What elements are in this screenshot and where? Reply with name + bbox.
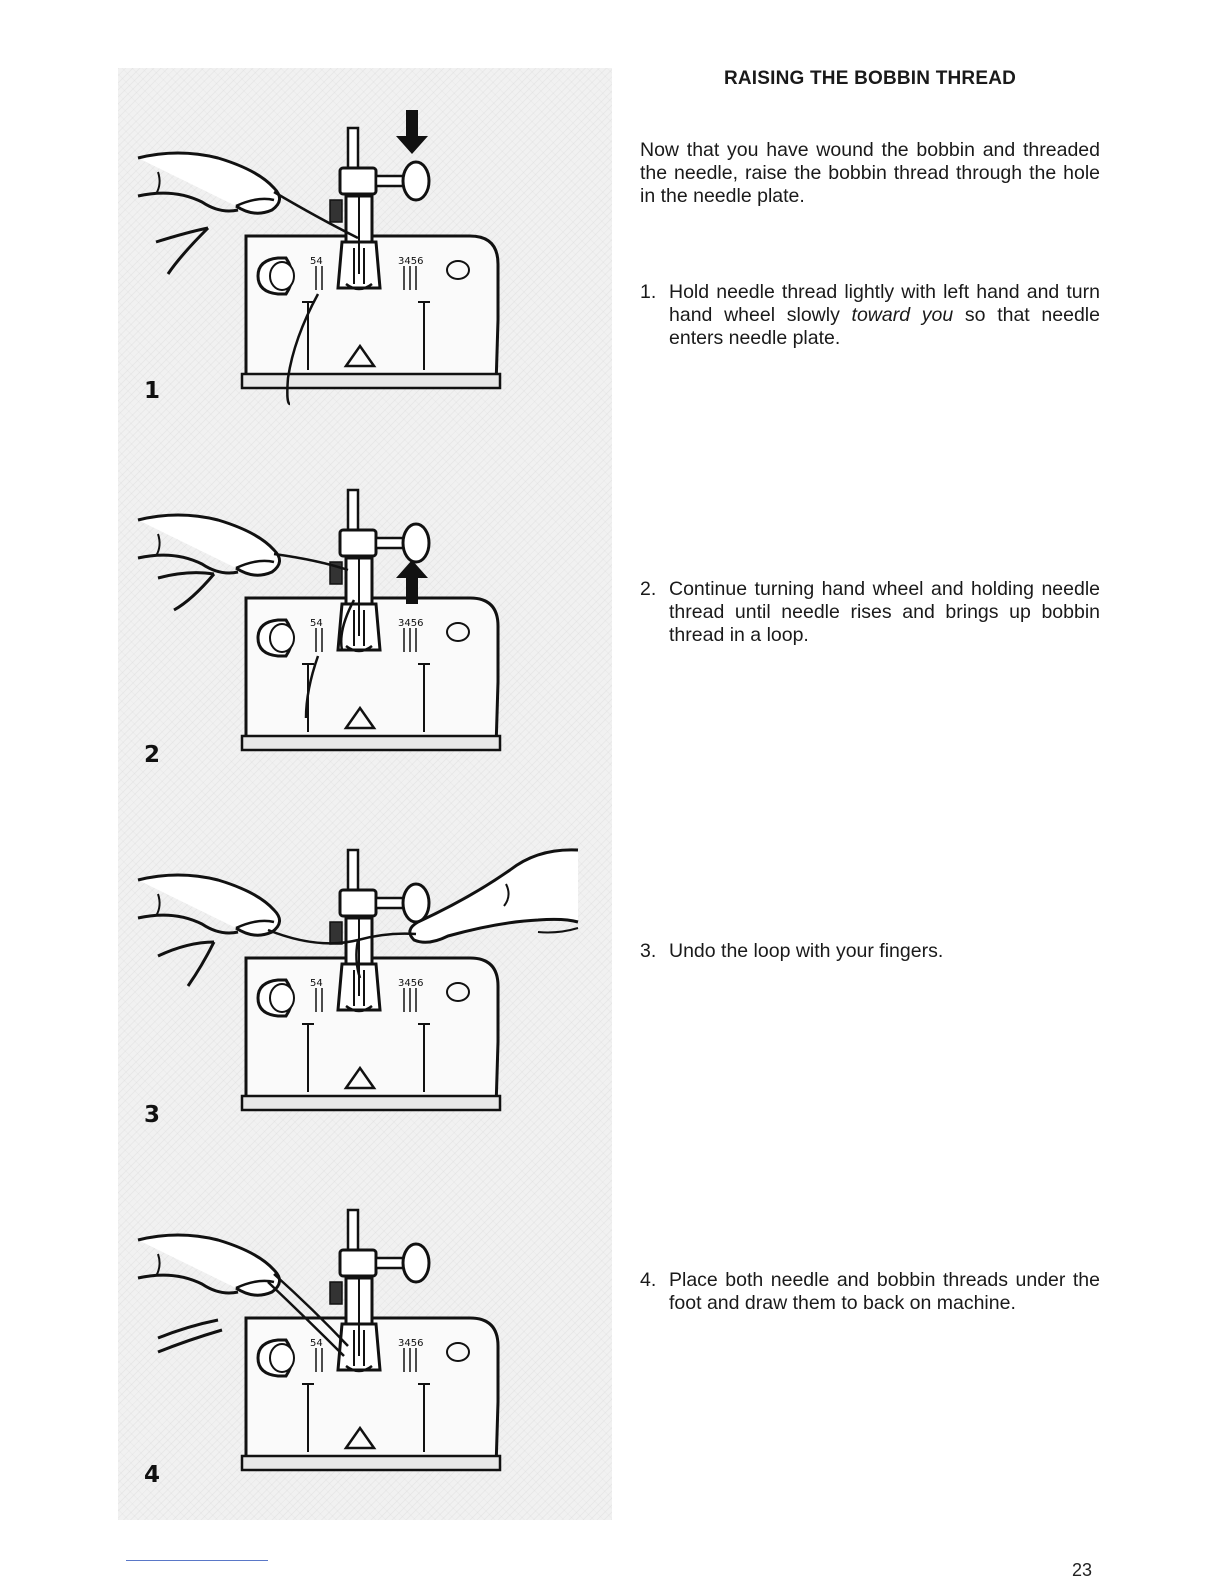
- figure-3: [118, 810, 612, 1170]
- step-1: [640, 281, 1100, 350]
- figure-1: [118, 88, 612, 448]
- step-2: [640, 578, 1100, 647]
- plate-scale-right: 3456: [398, 618, 424, 629]
- figure-label: 3: [144, 1102, 161, 1128]
- plate-scale-left: 54: [310, 618, 323, 629]
- step-text: Undo the loop with your fingers.: [669, 940, 944, 962]
- step-text: Continue turning hand wheel and holding needle thread until needle rises and brings up bobbin thread in a loop.: [669, 578, 1100, 646]
- figure-1-drawing: [118, 88, 612, 448]
- arrow-down-icon: [396, 110, 428, 154]
- step-number: 1.: [640, 281, 657, 303]
- page-number: 23: [1072, 1560, 1093, 1580]
- figure-label: 4: [144, 1462, 161, 1488]
- figure-3-drawing: [118, 810, 612, 1170]
- step-text: Place both needle and bobbin threads under the foot and draw them to back on machine.: [669, 1269, 1100, 1314]
- plate-scale-right: 3456: [398, 256, 424, 267]
- figure-label: 2: [144, 742, 161, 768]
- step-4: [640, 1269, 1100, 1315]
- step-text-part: Hold needle thread lightly with left hand and turn hand wheel slowly: [669, 281, 1100, 326]
- step-emphasis: toward you: [851, 304, 954, 326]
- step-3: [640, 940, 1100, 963]
- page-title: RAISING THE BOBBIN THREAD: [723, 68, 1017, 89]
- plate-scale-left: 54: [310, 1338, 323, 1349]
- figure-4-drawing: [118, 1170, 612, 1530]
- intro-paragraph: Now that you have wound the bobbin and threaded the needle, raise the bobbin thread through the hole in the needle plate.: [640, 139, 1100, 207]
- figure-label: 1: [144, 378, 161, 404]
- figure-4: [118, 1170, 612, 1530]
- step-text: [669, 281, 1100, 350]
- plate-scale-right: 3456: [398, 978, 424, 989]
- step-number: 2.: [640, 578, 657, 600]
- plate-scale-left: 54: [310, 256, 323, 267]
- illustration-column: [118, 68, 612, 1520]
- step-number: 4.: [640, 1269, 657, 1291]
- step-number: 3.: [640, 940, 657, 962]
- footer-rule: [126, 1560, 268, 1561]
- plate-scale-left: 54: [310, 978, 323, 989]
- plate-scale-right: 3456: [398, 1338, 424, 1349]
- figure-2-drawing: [118, 450, 612, 810]
- step-text-part: so that needle enters needle plate.: [669, 304, 1100, 349]
- figure-2: [118, 450, 612, 810]
